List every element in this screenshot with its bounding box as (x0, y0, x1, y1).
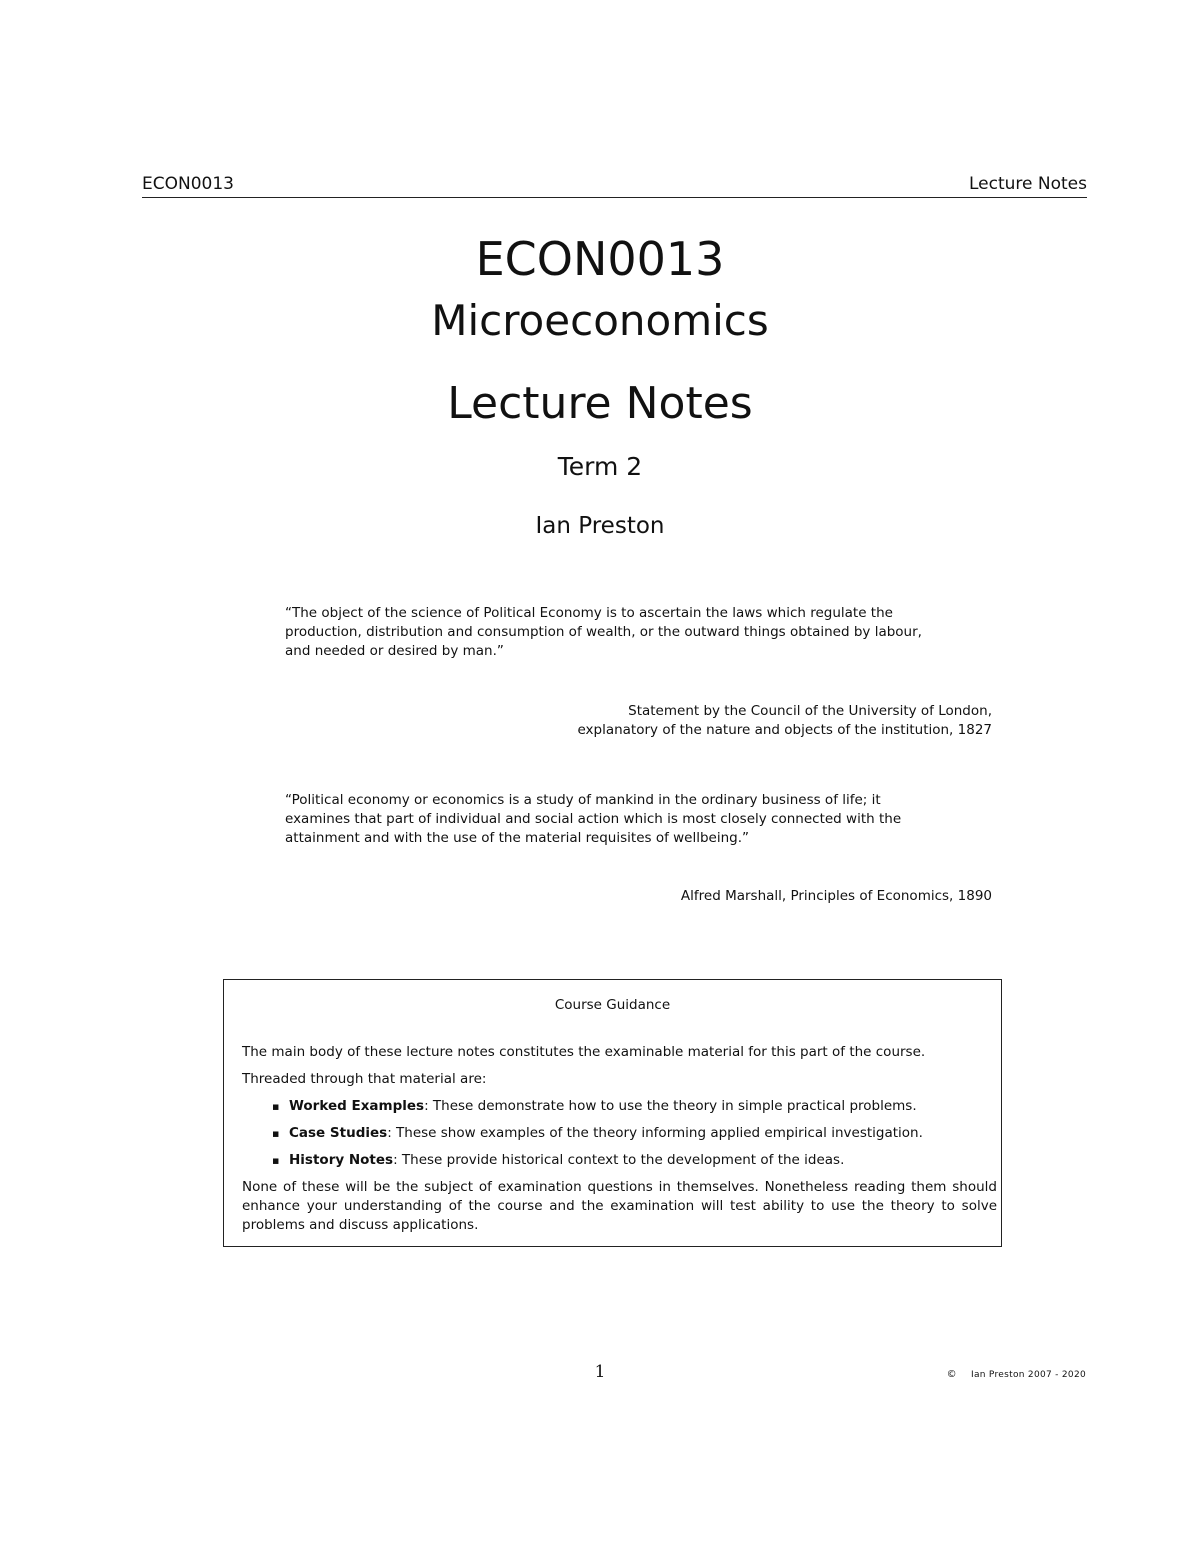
guidance-threaded: Threaded through that material are: (242, 1071, 487, 1087)
attribution-line: Alfred Marshall, Principles of Economics, 1890 (680, 888, 992, 904)
epigraph-quote-2: “Political economy or economics is a study of mankind in the ordinary business of life; it examines that part of individual and social action which is most closely connected with the attainment and with the use of the material requisites of wellbeing.” (285, 792, 902, 846)
copyright-icon: © (946, 1369, 957, 1380)
running-header (142, 170, 1087, 198)
title-author: Ian Preston (535, 513, 665, 539)
title-term: Term 2 (557, 452, 643, 481)
title-course-name: Microeconomics (431, 296, 769, 345)
header-doc-type: Lecture Notes (969, 174, 1087, 194)
list-item (272, 1124, 997, 1143)
bullet-icon: ▪ (272, 1127, 280, 1140)
title-doc-type: Lecture Notes (447, 378, 753, 429)
list-item (272, 1151, 997, 1170)
attribution-line: Statement by the Council of the University of London, (628, 703, 992, 719)
list-item-title: Case Studies (289, 1125, 388, 1141)
bullet-icon: ▪ (272, 1154, 280, 1167)
copyright-notice (947, 1369, 1086, 1380)
list-item-desc: : These show examples of the theory informing applied empirical investigation. (387, 1125, 923, 1141)
guidance-intro: The main body of these lecture notes constitutes the examinable material for this part of the course. (242, 1044, 926, 1060)
epigraph-quote-1: “The object of the science of Political Economy is to ascertain the laws which regulate the production, distribution and consumption of wealth, or the outward things obtained by labour, and needed or desired by man.” (285, 605, 922, 659)
header-course-code: ECON0013 (142, 174, 234, 194)
epigraph-attribution-1 (577, 702, 992, 740)
guidance-list (242, 1097, 997, 1170)
attribution-line: explanatory of the nature and objects of the institution, 1827 (577, 722, 992, 738)
bullet-icon: ▪ (272, 1100, 280, 1113)
list-item-title: History Notes (289, 1152, 394, 1168)
course-guidance-box (223, 979, 1002, 1247)
list-item-desc: : These provide historical context to the development of the ideas. (393, 1152, 845, 1168)
course-guidance-body (242, 1043, 997, 1235)
guidance-final: None of these will be the subject of examination questions in themselves. Nonetheless reading them should enhance your understanding of the course and the examination will test ability to use the theory to solve problems and discuss applications. (242, 1179, 997, 1233)
list-item (272, 1097, 997, 1116)
title-course-code: ECON0013 (475, 232, 725, 286)
list-item-desc: : These demonstrate how to use the theory in simple practical problems. (424, 1098, 917, 1114)
list-item-title: Worked Examples (289, 1098, 425, 1114)
course-guidance-title: Course Guidance (554, 997, 671, 1013)
copyright-text: Ian Preston 2007 - 2020 (970, 1370, 1086, 1380)
epigraph-attribution-2 (681, 887, 992, 906)
page-number: 1 (594, 1362, 606, 1382)
